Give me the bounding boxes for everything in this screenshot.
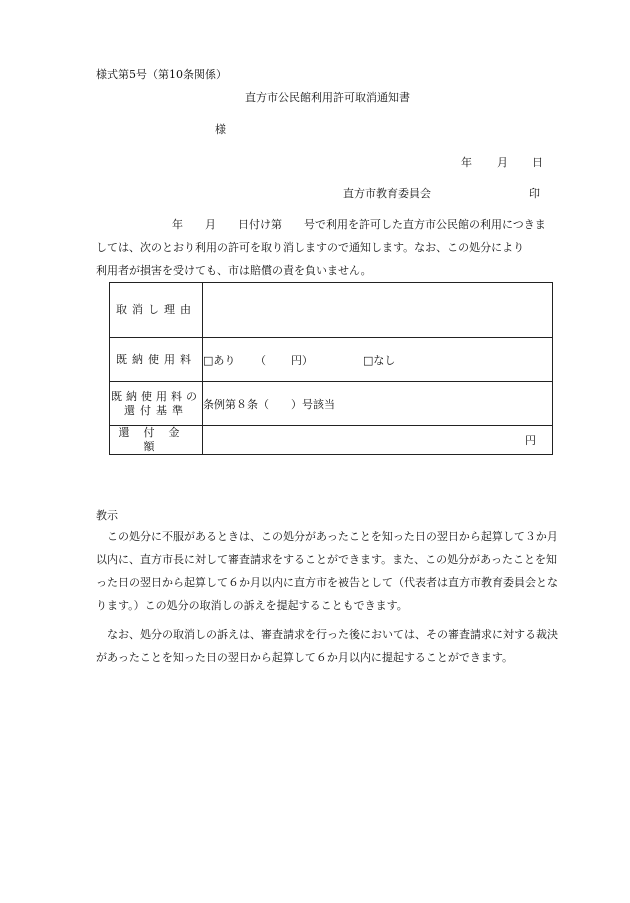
cancellation-table bbox=[109, 282, 553, 455]
fee-paren-open: （ bbox=[255, 353, 266, 367]
instruction-paragraph-1: この処分に不服があるときは、この処分があったことを知った日の翌日から起算して３か月以内に、直方市長に対して審査請求をすることができます。また、この処分があったことを知った日の翌日から起算して６か月以内に直方市を被告として（代表者は直方市教育委員会となります。）この処分の取消しの訴えを提起することもできます。 bbox=[96, 530, 558, 612]
fee-option-yes: □あり bbox=[203, 353, 236, 367]
date-day-label: 日 bbox=[532, 156, 543, 169]
refund-amount-value-cell bbox=[203, 426, 553, 455]
form-number: 様式第5号（第10条関係） bbox=[96, 68, 227, 81]
date-year-label: 年 bbox=[461, 156, 472, 169]
fee-yen: 円） bbox=[291, 353, 313, 367]
refund-amount-label-cell bbox=[110, 426, 203, 455]
fee-option-no: □なし bbox=[363, 353, 396, 367]
reason-label-cell bbox=[110, 283, 203, 338]
instruction-paragraph-2: なお、処分の取消しの訴えは、審査請求を行った後においては、その審査請求に対する裁決があったことを知った日の翌日から起算して６か月以内に提起することができます。 bbox=[96, 628, 558, 664]
table-row-fee bbox=[110, 338, 553, 382]
refund-basis-label-cell bbox=[110, 382, 203, 426]
instruction-heading: 教示 bbox=[96, 509, 118, 522]
table-row-refund-amount bbox=[110, 426, 553, 455]
seal-mark: 印 bbox=[529, 187, 540, 200]
body-line-1: 年 月 日付け第 号で利用を許可した直方市公民館の利用につきま bbox=[172, 218, 546, 231]
refund-basis-label-line2: 還付基準 bbox=[124, 403, 188, 417]
instruction-body bbox=[96, 519, 566, 669]
reason-label: 取消し理由 bbox=[116, 303, 196, 316]
fee-value-cell bbox=[203, 338, 553, 382]
reason-value-cell bbox=[203, 283, 553, 338]
table-row-refund-basis bbox=[110, 382, 553, 426]
issuer-name: 直方市教育委員会 bbox=[343, 187, 431, 200]
refund-amount-unit: 円 bbox=[525, 434, 536, 447]
body-line-2: しては、次のとおり利用の許可を取り消しますので通知します。なお、この処分により bbox=[96, 241, 525, 254]
fee-label-cell bbox=[110, 338, 203, 382]
refund-basis-label-line1: 既納使用料の bbox=[111, 389, 201, 403]
recipient-suffix: 様 bbox=[215, 123, 226, 136]
fee-label: 既納使用料 bbox=[116, 352, 196, 366]
refund-amount-label: 還付金額 bbox=[118, 426, 194, 453]
table-row-reason bbox=[110, 283, 553, 338]
refund-basis-value: 条例第８条（ ）号該当 bbox=[203, 382, 553, 426]
document-title: 直方市公民館利用許可取消通知書 bbox=[245, 91, 410, 104]
date-month-label: 月 bbox=[497, 156, 508, 169]
body-line-3: 利用者が損害を受けても、市は賠償の責を負いません。 bbox=[96, 264, 372, 277]
